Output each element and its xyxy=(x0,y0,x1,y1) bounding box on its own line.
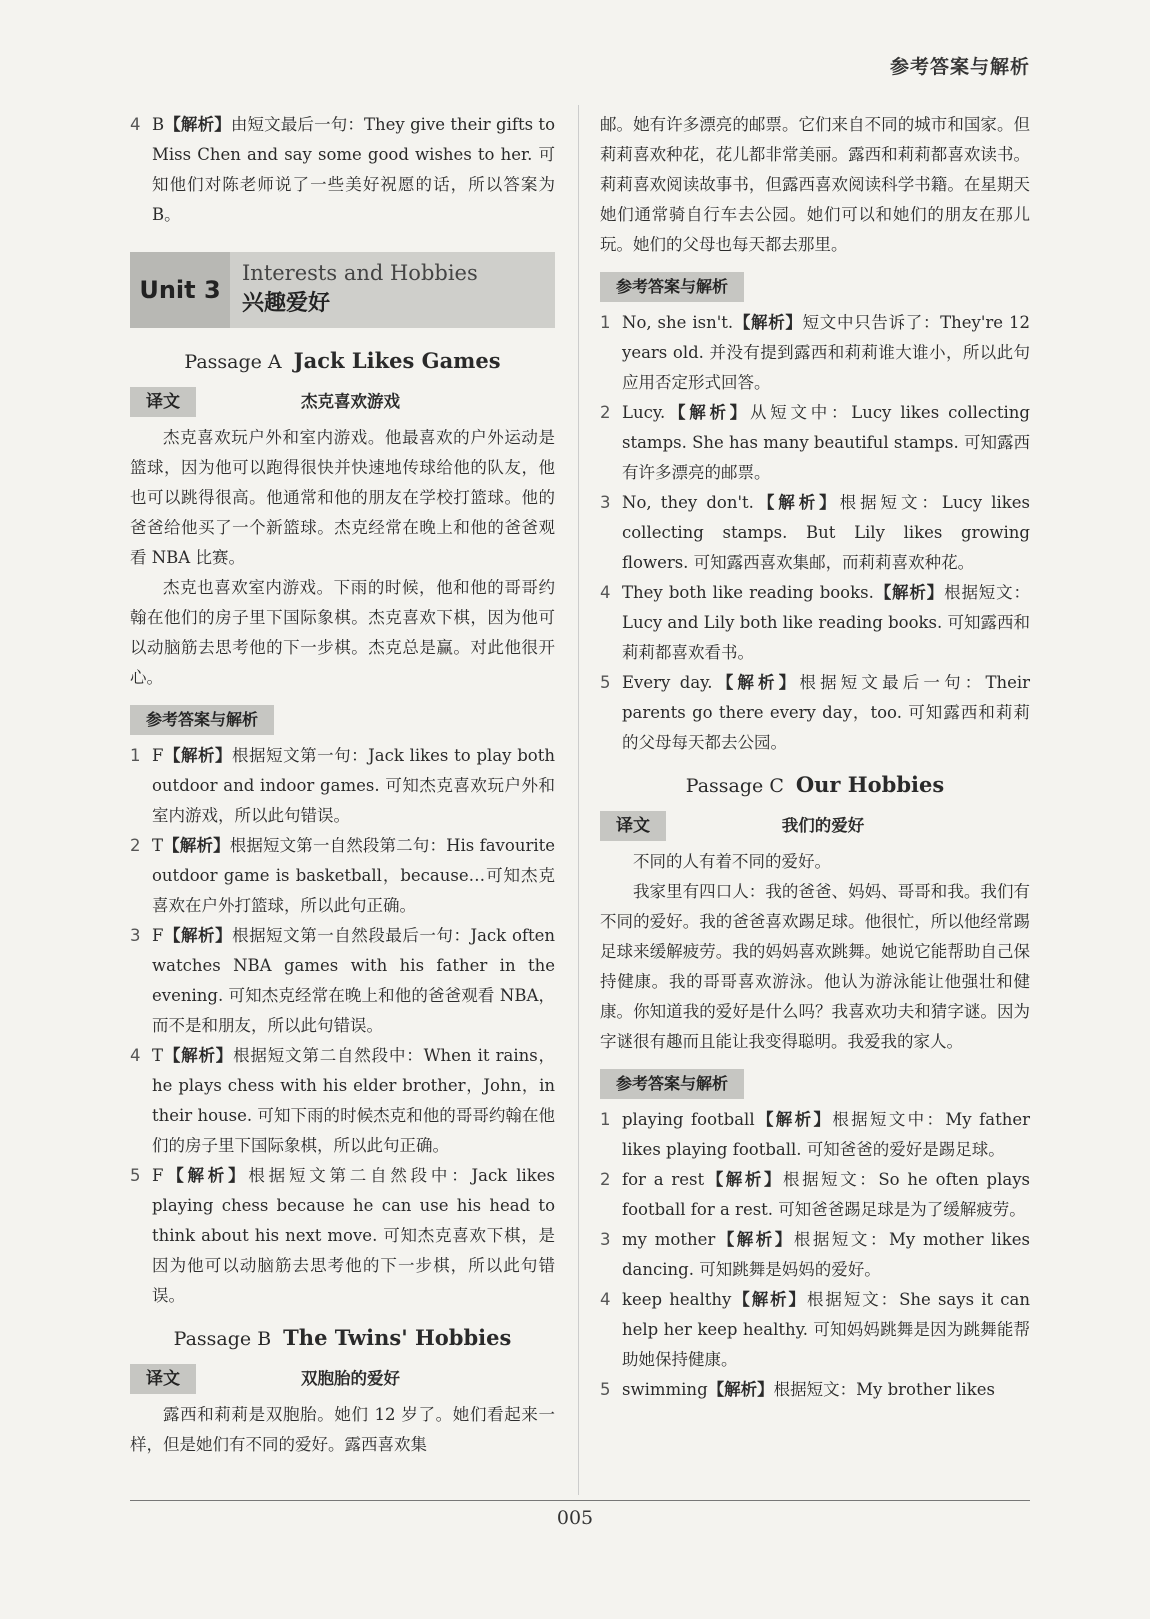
jiexi-label: 【解析】 xyxy=(163,1166,249,1185)
translation-paragraph: 不同的人有着不同的爱好。 xyxy=(633,852,831,871)
answer-item xyxy=(600,668,1030,758)
jiexi-label: 【解析】 xyxy=(733,313,803,332)
jiexi-label: 【解析】 xyxy=(754,1110,833,1129)
passage-name: Passage A xyxy=(184,351,282,373)
unit-title-en: Interests and Hobbies xyxy=(242,261,478,285)
answer-item xyxy=(600,1105,1030,1165)
passage-title: Jack Likes Games xyxy=(293,348,501,373)
jiexi-label: 【解析】 xyxy=(163,746,233,765)
jiexi-label: 【解析】 xyxy=(712,673,800,692)
answer-item xyxy=(130,110,555,230)
item-number: 4 xyxy=(600,583,611,602)
translation-paragraph: 杰克也喜欢室内游戏。下雨的时候，他和他的哥哥约翰在他们的房子里下国际象棋。杰克喜欢下棋，因为他可以动脑筋去思考他的下一步棋。杰克总是赢。对此他很开心。 xyxy=(130,578,555,687)
answers-tag: 参考答案与解析 xyxy=(600,272,744,302)
item-explanation: 根据短文第一自然段第二句：His favourite outdoor game is basketball，because…可知杰克喜欢在户外打篮球，所以此句正确。 xyxy=(152,836,556,915)
jiexi-label: 【解析】 xyxy=(163,1046,234,1065)
item-answer: my mother xyxy=(622,1230,716,1249)
item-answer: F xyxy=(152,1166,164,1185)
item-explanation: 根据短文第二自然段中：Jack likes playing chess because he can use his head to think about his next move. 可知杰克喜欢下棋，是因为他可以动脑筋去思考他的下一步棋，所以此句错误。 xyxy=(152,1166,555,1305)
item-text xyxy=(622,308,1030,398)
item-explanation: 根据短文第二自然段中：When it rains，he plays chess with his elder brother，John，in their house. 可知下雨的时候杰克和他的哥哥约翰在他们的房子里下国际象棋，所以此句正确。 xyxy=(152,1046,556,1155)
answer-item xyxy=(600,398,1030,488)
item-answer: playing football xyxy=(622,1110,755,1129)
answer-item xyxy=(130,741,555,831)
item-text xyxy=(152,921,555,1041)
item-explanation: 从短文中：Lucy likes collecting stamps. She has many beautiful stamps. 可知露西有许多漂亮的邮票。 xyxy=(622,403,1030,482)
answer-item xyxy=(600,1225,1030,1285)
column-divider xyxy=(578,105,579,1495)
jiexi-label: 【解析】 xyxy=(873,583,945,602)
item-text xyxy=(622,1225,1030,1285)
item-text xyxy=(152,831,555,921)
item-number: 3 xyxy=(600,493,611,512)
item-explanation: 根据短文中：My father likes playing football. 可知爸爸的爱好是踢足球。 xyxy=(622,1110,1030,1159)
answers-tag: 参考答案与解析 xyxy=(600,1069,744,1099)
jiexi-label: 【解析】 xyxy=(163,926,233,945)
jiexi-label: 【解析】 xyxy=(753,493,840,512)
answer-item xyxy=(130,1041,555,1161)
item-text xyxy=(622,1285,1030,1375)
jiexi-label: 【解析】 xyxy=(665,403,750,422)
item-number: 4 xyxy=(130,115,141,134)
answer-item xyxy=(600,1165,1030,1225)
item-number: 4 xyxy=(130,1046,141,1065)
translation-heading xyxy=(130,387,555,417)
unit-titles xyxy=(230,252,478,328)
answer-item xyxy=(600,308,1030,398)
answer-item xyxy=(130,831,555,921)
translation-title: 双胞胎的爱好 xyxy=(301,1369,400,1388)
running-header: 参考答案与解析 xyxy=(889,56,1030,78)
answer-item xyxy=(130,1161,555,1311)
translation-title: 我们的爱好 xyxy=(781,816,865,835)
passage-heading xyxy=(130,1323,555,1354)
item-number: 5 xyxy=(600,673,611,692)
item-text xyxy=(622,398,1030,488)
item-text xyxy=(152,110,555,230)
item-text xyxy=(622,668,1030,758)
passage-title: Our Hobbies xyxy=(795,772,945,797)
item-text xyxy=(622,1375,1030,1405)
translation-tag: 译文 xyxy=(600,811,666,841)
item-answer: B xyxy=(152,115,165,134)
answers-tag: 参考答案与解析 xyxy=(130,705,274,735)
passage-heading xyxy=(130,346,555,377)
unit-title-cn: 兴趣爱好 xyxy=(242,291,331,316)
item-answer: Every day. xyxy=(622,673,713,692)
translation-heading xyxy=(130,1364,555,1394)
item-text xyxy=(152,741,555,831)
item-number: 5 xyxy=(600,1380,611,1399)
item-answer: T xyxy=(152,836,164,855)
answer-item xyxy=(600,488,1030,578)
item-answer: swimming xyxy=(622,1380,708,1399)
item-answer: F xyxy=(152,926,164,945)
jiexi-label: 【解析】 xyxy=(715,1230,794,1249)
item-number: 5 xyxy=(130,1166,141,1185)
item-answer: keep healthy xyxy=(622,1290,732,1309)
translation-paragraph: 杰克喜欢玩户外和室内游戏。他最喜欢的户外运动是篮球，因为他可以跑得很快并快速地传球给他的队友，他也可以跳得很高。他通常和他的朋友在学校打篮球。他的爸爸给他买了一个新篮球。杰克经常在晚上和他的爸爸观看 NBA 比赛。 xyxy=(130,428,555,567)
jiexi-label: 【解析】 xyxy=(164,115,231,134)
item-explanation: 根据短文第一句：Jack likes to play both outdoor and indoor games. 可知杰克喜欢玩户外和室内游戏，所以此句错误。 xyxy=(152,746,555,825)
item-number: 2 xyxy=(130,836,141,855)
translation-tag: 译文 xyxy=(130,1364,196,1394)
translation-tag: 译文 xyxy=(130,387,196,417)
item-text xyxy=(152,1041,555,1161)
item-text xyxy=(622,488,1030,578)
item-answer: No, she isn't. xyxy=(622,313,734,332)
footer-rule xyxy=(130,1500,1030,1501)
item-explanation: 短文中只告诉了：They're 12 years old. 并没有提到露西和莉莉谁大谁小，所以此句应用否定形式回答。 xyxy=(622,313,1030,392)
item-text xyxy=(622,1105,1030,1165)
answer-item xyxy=(600,578,1030,668)
jiexi-label: 【解析】 xyxy=(163,836,230,855)
passage-name: Passage C xyxy=(685,775,784,797)
passage-title: The Twins' Hobbies xyxy=(283,1325,512,1350)
item-number: 2 xyxy=(600,1170,611,1189)
answer-item xyxy=(600,1285,1030,1375)
item-answer: No, they don't. xyxy=(622,493,754,512)
item-number: 1 xyxy=(600,313,611,332)
translation-paragraph: 露西和莉莉是双胞胎。她们 12 岁了。她们看起来一样，但是她们有不同的爱好。露西喜欢集 xyxy=(130,1405,555,1454)
item-explanation: 根据短文最后一句：Their parents go there every day，too. 可知露西和莉莉的父母每天都去公园。 xyxy=(622,673,1030,752)
item-explanation: 根据短文：Lucy likes collecting stamps. But Lily likes growing flowers. 可知露西喜欢集邮，而莉莉喜欢种花。 xyxy=(622,493,1031,572)
left-column xyxy=(130,110,555,1460)
item-number: 1 xyxy=(600,1110,611,1129)
item-explanation: 根据短文第一自然段最后一句：Jack often watches NBA games with his father in the evening. 可知杰克经常在晚上和他的爸爸观看 NBA，而不是和朋友，所以此句错误。 xyxy=(152,926,556,1035)
translation-title: 杰克喜欢游戏 xyxy=(301,392,400,411)
item-explanation: 根据短文：So he often plays football for a rest. 可知爸爸踢足球是为了缓解疲劳。 xyxy=(622,1170,1030,1219)
passage-name: Passage B xyxy=(173,1328,272,1350)
item-text xyxy=(152,1161,555,1311)
jiexi-label: 【解析】 xyxy=(731,1290,807,1309)
answer-item xyxy=(130,921,555,1041)
item-text xyxy=(622,1165,1030,1225)
unit-label: Unit 3 xyxy=(130,252,230,328)
item-number: 3 xyxy=(600,1230,611,1249)
translation-paragraph: 我家里有四口人：我的爸爸、妈妈、哥哥和我。我们有不同的爱好。我的爸爸喜欢踢足球。他很忙，所以他经常踢足球来缓解疲劳。我的妈妈喜欢跳舞。她说它能帮助自己保持健康。我的哥哥喜欢游泳。他认为游泳能让他强壮和健康。你知道我的爱好是什么吗？我喜欢功夫和猜字谜。因为字谜很有趣而且能让我变得聪明。我爱我的家人。 xyxy=(600,882,1030,1051)
item-number: 1 xyxy=(130,746,141,765)
page-number: 005 xyxy=(556,1507,594,1529)
jiexi-label: 【解析】 xyxy=(704,1170,784,1189)
answer-item xyxy=(600,1375,1030,1405)
translation-heading xyxy=(600,811,1030,841)
item-number: 2 xyxy=(600,403,611,422)
item-text xyxy=(622,578,1030,668)
item-explanation: 由短文最后一句：They give their gifts to Miss Chen and say some good wishes to her. 可知他们对陈老师说了一些美好祝愿的话，所以答案为 B。 xyxy=(152,115,555,224)
item-explanation: 根据短文：She says it can help her keep healthy. 可知妈妈跳舞是因为跳舞能帮助她保持健康。 xyxy=(622,1290,1030,1369)
item-explanation: 根据短文：My mother likes dancing. 可知跳舞是妈妈的爱好。 xyxy=(622,1230,1031,1279)
item-explanation: 根据短文：My brother likes xyxy=(773,1380,995,1399)
translation-paragraph-continued: 邮。她有许多漂亮的邮票。它们来自不同的城市和国家。但莉莉喜欢种花，花儿都非常美丽。露西和莉莉都喜欢读书。莉莉喜欢阅读故事书，但露西喜欢阅读科学书籍。在星期天她们通常骑自行车去公园。她们可以和她们的朋友在那儿玩。她们的父母也每天都去那里。 xyxy=(600,115,1030,254)
right-column xyxy=(600,110,1030,1405)
jiexi-label: 【解析】 xyxy=(707,1380,774,1399)
item-answer: for a rest xyxy=(622,1170,705,1189)
item-number: 3 xyxy=(130,926,141,945)
passage-heading xyxy=(600,770,1030,801)
item-explanation: 根据短文：Lucy and Lily both like reading books. 可知露西和莉莉都喜欢看书。 xyxy=(622,583,1031,662)
item-answer: They both like reading books. xyxy=(622,583,874,602)
item-answer: T xyxy=(152,1046,164,1065)
item-number: 4 xyxy=(600,1290,611,1309)
item-answer: F xyxy=(152,746,164,765)
item-answer: Lucy. xyxy=(622,403,666,422)
unit-banner xyxy=(130,252,555,328)
